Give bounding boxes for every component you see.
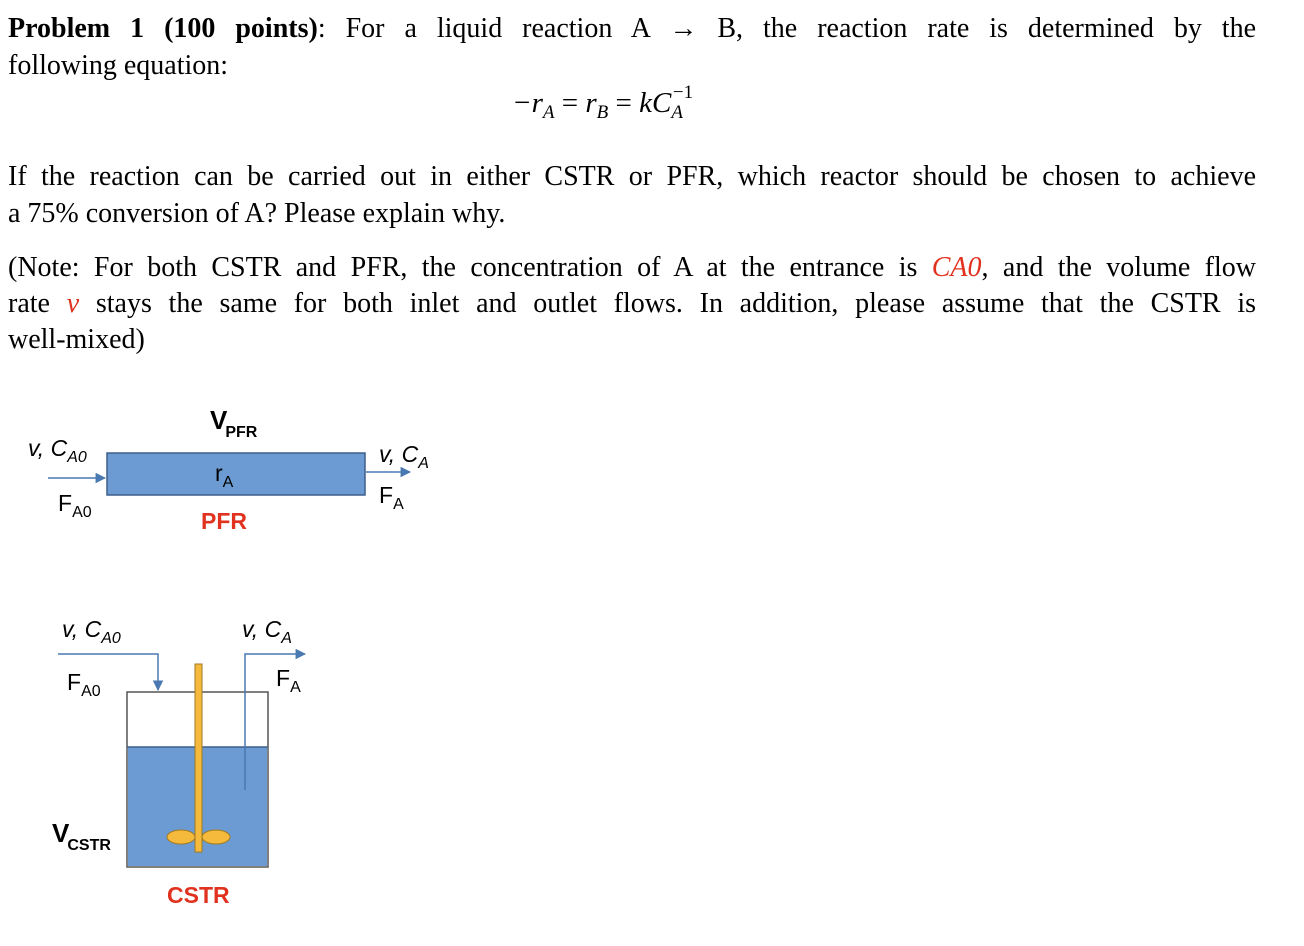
note-line2: rate v stays the same for both inlet and outlet flows. In addition, please assume that the CSTR is <box>8 288 1257 319</box>
impeller-left-blade <box>167 830 195 844</box>
pfr-tube <box>107 453 365 495</box>
problem-intro: : For a liquid reaction A → B, the reaction rate is determined by the <box>317 13 1257 44</box>
stirrer-shaft <box>195 664 202 852</box>
rate-equation: $-r_A = r_B = kC_A^{-1}$ <box>512 82 694 123</box>
cstr-title: CSTR <box>167 882 230 908</box>
note-line1: (Note: For both CSTR and PFR, the concentration of A at the entrance is CA0, and the volume flow <box>8 252 1256 283</box>
pfr-rate-label: $r_A$ <box>215 460 234 491</box>
cstr-outlet-conditions: v, $C_A$ <box>242 616 292 647</box>
pfr-title: PFR <box>201 508 247 534</box>
problem-statement-line2: following equation: <box>8 50 229 81</box>
cstr-inlet-conditions: v, $C_{A0}$ <box>62 616 121 647</box>
note-line3: well-mixed) <box>8 324 145 355</box>
cstr-outlet-molar-flow: $F_A$ <box>276 665 301 696</box>
pfr-inlet-molar-flow: $F_{A0}$ <box>58 490 92 521</box>
pfr-volume-label: $V_{PFR}$ <box>210 405 258 441</box>
pfr-inlet-conditions: v, $C_{A0}$ <box>28 435 87 466</box>
pfr-outlet-conditions: v, $C_A$ <box>379 441 429 472</box>
impeller-right-blade <box>202 830 230 844</box>
problem-title: Problem 1 (100 points) <box>8 13 318 44</box>
cstr-volume-label: $V_{CSTR}$ <box>52 818 111 854</box>
v-symbol: v <box>66 288 80 319</box>
question-line1: If the reaction can be carried out in either CSTR or PFR, which reactor should be chosen to achieve <box>8 161 1256 192</box>
pfr-outlet-molar-flow: $F_A$ <box>379 482 404 513</box>
ca0-symbol: CA0 <box>931 252 982 283</box>
question-line2: a 75% conversion of A? Please explain why. <box>8 198 506 229</box>
cstr-inlet-molar-flow: $F_{A0}$ <box>67 669 101 700</box>
